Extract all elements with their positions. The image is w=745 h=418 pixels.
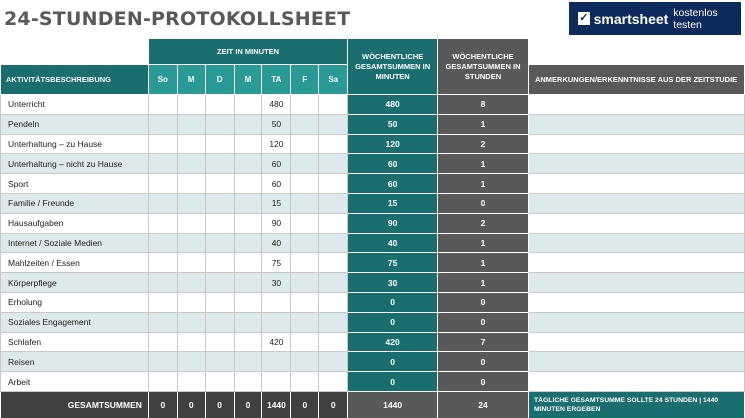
day-minutes-cell[interactable] — [148, 253, 177, 273]
total-day-cell: 0 — [291, 391, 319, 418]
notes-cell[interactable] — [528, 114, 744, 134]
notes-cell[interactable] — [528, 193, 744, 213]
brand-tagline: kostenlos testen — [673, 6, 718, 31]
day-minutes-cell[interactable] — [291, 154, 319, 174]
notes-cell[interactable] — [528, 95, 744, 115]
table-row — [1, 174, 745, 194]
day-minutes-cell[interactable] — [177, 352, 205, 372]
day-minutes-cell[interactable] — [319, 114, 348, 134]
weekly-minutes-cell: 60 — [348, 154, 438, 174]
weekly-hours-header: WÖCHENTLICHE GESAMTSUMMEN IN STUNDEN — [438, 39, 529, 95]
weekly-hours-cell: 1 — [438, 114, 529, 134]
activity-cell[interactable]: Unterricht — [1, 95, 149, 115]
day-minutes-cell[interactable] — [177, 273, 205, 293]
day-minutes-cell[interactable] — [148, 213, 177, 233]
notes-cell[interactable] — [528, 312, 744, 332]
day-minutes-cell[interactable] — [319, 332, 348, 352]
day-minutes-cell[interactable] — [262, 372, 291, 392]
table-row — [1, 253, 745, 273]
day-minutes-cell[interactable] — [234, 273, 262, 293]
day-minutes-cell[interactable] — [262, 292, 291, 312]
day-minutes-cell[interactable] — [234, 154, 262, 174]
day-header: M — [234, 65, 262, 95]
total-weekly-minutes: 1440 — [348, 391, 438, 418]
weekly-hours-cell: 1 — [438, 154, 529, 174]
day-minutes-cell[interactable] — [319, 213, 348, 233]
day-minutes-cell[interactable] — [319, 253, 348, 273]
notes-cell[interactable] — [528, 372, 744, 392]
day-minutes-cell[interactable] — [148, 372, 177, 392]
day-minutes-cell[interactable] — [234, 213, 262, 233]
day-minutes-cell[interactable] — [177, 292, 205, 312]
activity-cell[interactable]: Soziales Engagement — [1, 312, 149, 332]
day-header: So — [148, 65, 177, 95]
weekly-hours-cell: 0 — [438, 193, 529, 213]
weekly-minutes-cell: 480 — [348, 95, 438, 115]
activity-header: AKTIVITÄTSBESCHREIBUNG — [1, 65, 149, 95]
day-minutes-cell[interactable] — [262, 352, 291, 372]
day-minutes-cell[interactable] — [148, 174, 177, 194]
day-minutes-cell[interactable] — [319, 273, 348, 293]
weekly-hours-cell: 2 — [438, 213, 529, 233]
table-row — [1, 95, 745, 115]
notes-cell[interactable] — [528, 352, 744, 372]
table-row — [1, 312, 745, 332]
notes-cell[interactable] — [528, 134, 744, 154]
day-minutes-cell[interactable] — [177, 154, 205, 174]
day-minutes-cell[interactable] — [148, 233, 177, 253]
day-minutes-cell[interactable] — [234, 95, 262, 115]
day-minutes-cell[interactable] — [148, 312, 177, 332]
day-minutes-cell[interactable] — [319, 95, 348, 115]
day-minutes-cell[interactable] — [205, 193, 234, 213]
table-row — [1, 233, 745, 253]
table-row — [1, 193, 745, 213]
day-minutes-cell[interactable] — [291, 253, 319, 273]
day-minutes-cell[interactable] — [291, 372, 319, 392]
day-minutes-cell[interactable] — [205, 134, 234, 154]
notes-cell[interactable] — [528, 213, 744, 233]
weekly-minutes-cell: 30 — [348, 273, 438, 293]
notes-cell[interactable] — [528, 273, 744, 293]
table-row — [1, 213, 745, 233]
weekly-minutes-cell: 15 — [348, 193, 438, 213]
day-minutes-cell[interactable] — [205, 332, 234, 352]
day-minutes-cell[interactable] — [319, 174, 348, 194]
day-minutes-cell[interactable] — [234, 312, 262, 332]
activity-cell[interactable]: Unterhaltung – nicht zu Hause — [1, 154, 149, 174]
weekly-hours-cell: 8 — [438, 95, 529, 115]
weekly-minutes-cell: 90 — [348, 213, 438, 233]
totals-label: GESAMTSUMMEN — [1, 391, 149, 418]
time-in-minutes-header: ZEIT IN MINUTEN — [148, 39, 347, 65]
day-minutes-cell[interactable] — [262, 312, 291, 332]
day-minutes-cell[interactable]: 120 — [262, 134, 291, 154]
weekly-hours-cell: 1 — [438, 233, 529, 253]
day-minutes-cell[interactable] — [148, 95, 177, 115]
day-minutes-cell[interactable] — [291, 233, 319, 253]
day-minutes-cell[interactable] — [177, 134, 205, 154]
weekly-hours-cell: 2 — [438, 134, 529, 154]
page-title: 24-STUNDEN-PROTOKOLLSHEET — [4, 8, 351, 30]
weekly-minutes-cell: 120 — [348, 134, 438, 154]
notes-cell[interactable] — [528, 154, 744, 174]
day-minutes-cell[interactable] — [319, 352, 348, 372]
day-minutes-cell[interactable] — [234, 114, 262, 134]
activity-cell[interactable]: Hausaufgaben — [1, 213, 149, 233]
day-minutes-cell[interactable] — [319, 292, 348, 312]
weekly-hours-cell: 0 — [438, 292, 529, 312]
table-row — [1, 372, 745, 392]
day-minutes-cell[interactable] — [205, 292, 234, 312]
day-minutes-cell[interactable] — [148, 154, 177, 174]
day-minutes-cell[interactable] — [234, 352, 262, 372]
activity-cell[interactable]: Mahlzeiten / Essen — [1, 253, 149, 273]
day-minutes-cell[interactable] — [234, 193, 262, 213]
day-minutes-cell[interactable]: 60 — [262, 154, 291, 174]
weekly-minutes-cell: 40 — [348, 233, 438, 253]
notes-cell[interactable] — [528, 292, 744, 312]
table-row — [1, 134, 745, 154]
weekly-minutes-cell: 0 — [348, 372, 438, 392]
smartsheet-trial-banner[interactable] — [569, 2, 741, 35]
day-minutes-cell[interactable] — [205, 273, 234, 293]
check-mark-icon: ✓ — [579, 12, 589, 24]
weekly-hours-cell: 7 — [438, 332, 529, 352]
notes-header: ANMERKUNGEN/ERKENNTNISSE AUS DER ZEITSTUDIE — [528, 65, 744, 95]
activity-cell[interactable]: Familie / Freunde — [1, 193, 149, 213]
day-minutes-cell[interactable] — [148, 292, 177, 312]
timesheet-table — [0, 38, 745, 418]
brand-name: smartsheet — [593, 10, 669, 27]
day-minutes-cell[interactable] — [234, 134, 262, 154]
day-minutes-cell[interactable] — [319, 193, 348, 213]
day-minutes-cell[interactable] — [205, 233, 234, 253]
day-minutes-cell[interactable] — [291, 352, 319, 372]
table-row — [1, 352, 745, 372]
weekly-hours-cell: 0 — [438, 352, 529, 372]
weekly-minutes-cell: 420 — [348, 332, 438, 352]
day-minutes-cell[interactable] — [291, 273, 319, 293]
day-minutes-cell[interactable] — [291, 174, 319, 194]
day-minutes-cell[interactable] — [291, 332, 319, 352]
activity-cell[interactable]: Sport — [1, 174, 149, 194]
day-header: Sa — [319, 65, 348, 95]
day-minutes-cell[interactable]: 15 — [262, 193, 291, 213]
day-minutes-cell[interactable]: 90 — [262, 213, 291, 233]
day-minutes-cell[interactable] — [234, 292, 262, 312]
day-minutes-cell[interactable] — [319, 312, 348, 332]
day-minutes-cell[interactable] — [319, 154, 348, 174]
table-row — [1, 154, 745, 174]
day-minutes-cell[interactable] — [148, 352, 177, 372]
day-minutes-cell[interactable] — [205, 352, 234, 372]
day-minutes-cell[interactable] — [148, 134, 177, 154]
day-minutes-cell[interactable] — [291, 213, 319, 233]
total-day-cell: 0 — [148, 391, 177, 418]
day-minutes-cell[interactable] — [205, 253, 234, 273]
day-minutes-cell[interactable] — [319, 372, 348, 392]
total-weekly-hours: 24 — [438, 391, 529, 418]
day-minutes-cell[interactable] — [291, 134, 319, 154]
weekly-minutes-cell: 50 — [348, 114, 438, 134]
day-minutes-cell[interactable] — [291, 95, 319, 115]
day-minutes-cell[interactable] — [205, 95, 234, 115]
day-minutes-cell[interactable]: 480 — [262, 95, 291, 115]
day-minutes-cell[interactable] — [234, 174, 262, 194]
table-row — [1, 273, 745, 293]
day-minutes-cell[interactable]: 75 — [262, 253, 291, 273]
activity-cell[interactable]: Körperpflege — [1, 273, 149, 293]
totals-note: TÄGLICHE GESAMTSUMME SOLLTE 24 STUNDEN | 1440 MINUTEN ERGEBEN — [528, 391, 744, 418]
day-minutes-cell[interactable] — [148, 193, 177, 213]
day-minutes-cell[interactable]: 50 — [262, 114, 291, 134]
day-minutes-cell[interactable] — [205, 154, 234, 174]
day-minutes-cell[interactable] — [319, 233, 348, 253]
total-day-cell: 0 — [205, 391, 234, 418]
weekly-minutes-cell: 0 — [348, 352, 438, 372]
activity-cell[interactable]: Erholung — [1, 292, 149, 312]
weekly-hours-cell: 1 — [438, 174, 529, 194]
total-day-cell: 0 — [177, 391, 205, 418]
activity-cell[interactable]: Schlafen — [1, 332, 149, 352]
weekly-hours-cell: 0 — [438, 312, 529, 332]
day-minutes-cell[interactable] — [177, 312, 205, 332]
day-header: D — [205, 65, 234, 95]
day-minutes-cell[interactable] — [177, 332, 205, 352]
day-header: F — [291, 65, 319, 95]
total-day-cell: 0 — [319, 391, 348, 418]
day-minutes-cell[interactable] — [234, 332, 262, 352]
day-minutes-cell[interactable] — [234, 253, 262, 273]
day-minutes-cell[interactable] — [177, 114, 205, 134]
weekly-minutes-header: WÖCHENTLICHE GESAMTSUMMEN IN MINUTEN — [348, 39, 438, 95]
totals-row — [1, 391, 745, 418]
weekly-minutes-cell: 75 — [348, 253, 438, 273]
day-minutes-cell[interactable] — [234, 233, 262, 253]
activity-cell[interactable]: Arbeit — [1, 372, 149, 392]
weekly-minutes-cell: 0 — [348, 292, 438, 312]
notes-cell[interactable] — [528, 233, 744, 253]
day-minutes-cell[interactable] — [177, 174, 205, 194]
total-day-cell: 1440 — [262, 391, 291, 418]
day-minutes-cell[interactable] — [234, 372, 262, 392]
activity-cell[interactable]: Reisen — [1, 352, 149, 372]
table-row — [1, 114, 745, 134]
day-minutes-cell[interactable] — [291, 312, 319, 332]
activity-cell[interactable]: Pendeln — [1, 114, 149, 134]
table-row — [1, 292, 745, 312]
day-minutes-cell[interactable]: 30 — [262, 273, 291, 293]
day-minutes-cell[interactable] — [177, 193, 205, 213]
weekly-minutes-cell: 0 — [348, 312, 438, 332]
activity-cell[interactable]: Unterhaltung – zu Hause — [1, 134, 149, 154]
day-minutes-cell[interactable] — [177, 213, 205, 233]
day-minutes-cell[interactable] — [148, 273, 177, 293]
notes-cell[interactable] — [528, 174, 744, 194]
day-minutes-cell[interactable]: 420 — [262, 332, 291, 352]
day-minutes-cell[interactable] — [291, 292, 319, 312]
weekly-minutes-cell: 60 — [348, 174, 438, 194]
day-minutes-cell[interactable] — [148, 332, 177, 352]
day-minutes-cell[interactable] — [205, 312, 234, 332]
day-minutes-cell[interactable] — [177, 95, 205, 115]
day-minutes-cell[interactable] — [319, 134, 348, 154]
day-minutes-cell[interactable] — [177, 372, 205, 392]
day-minutes-cell[interactable] — [205, 174, 234, 194]
notes-cell[interactable] — [528, 253, 744, 273]
total-day-cell: 0 — [234, 391, 262, 418]
day-minutes-cell[interactable] — [148, 114, 177, 134]
day-minutes-cell[interactable] — [177, 253, 205, 273]
notes-cell[interactable] — [528, 332, 744, 352]
table-row — [1, 332, 745, 352]
day-minutes-cell[interactable] — [291, 114, 319, 134]
day-minutes-cell[interactable] — [291, 193, 319, 213]
day-header: M — [177, 65, 205, 95]
weekly-hours-cell: 0 — [438, 372, 529, 392]
day-minutes-cell[interactable] — [205, 114, 234, 134]
day-minutes-cell[interactable] — [205, 213, 234, 233]
weekly-hours-cell: 1 — [438, 273, 529, 293]
activity-cell[interactable]: Internet / Soziale Medien — [1, 233, 149, 253]
day-minutes-cell[interactable] — [205, 372, 234, 392]
day-header: TA — [262, 65, 291, 95]
day-minutes-cell[interactable]: 60 — [262, 174, 291, 194]
day-minutes-cell[interactable]: 40 — [262, 233, 291, 253]
day-minutes-cell[interactable] — [177, 233, 205, 253]
timesheet-container — [0, 38, 745, 418]
weekly-hours-cell: 1 — [438, 253, 529, 273]
